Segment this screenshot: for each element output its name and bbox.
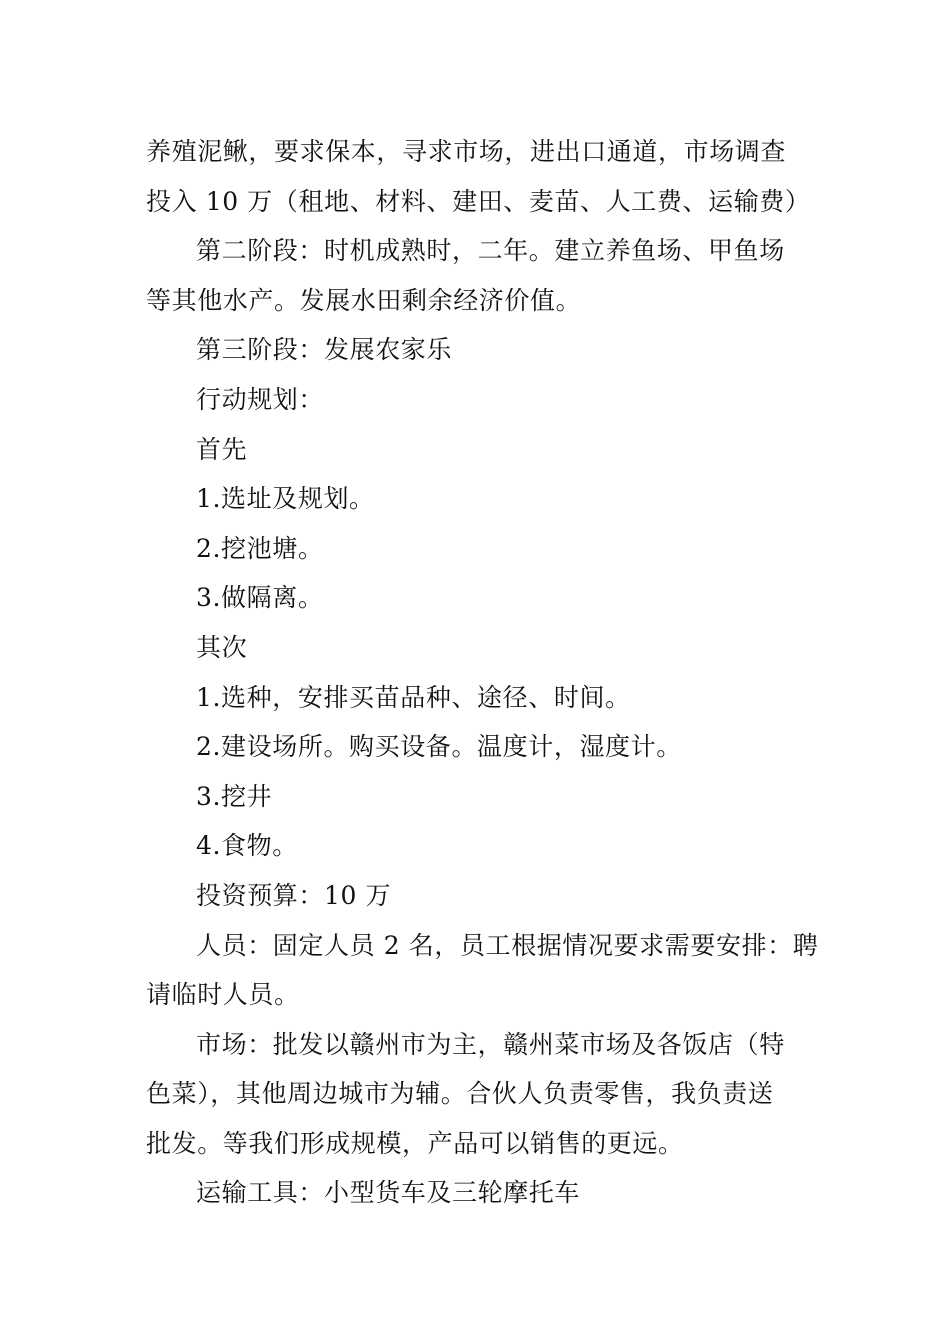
list-item: 3.做隔离。 (196, 583, 324, 613)
staffing-line-2: 请临时人员。 (146, 980, 300, 1010)
text-line-1: 养殖泥鳅，要求保本，寻求市场，进出口通道，市场调查 (146, 137, 787, 166)
subheading-second: 其次 (196, 632, 248, 662)
section-heading-action-plan: 行动规划： (196, 384, 325, 414)
list-item: 4.食物。 (196, 831, 298, 861)
list-item: 1.选种，安排买苗品种、途径、时间。 (196, 682, 631, 712)
staffing-line-1: 人员：固定人员 2 名，员工根据情况要求需要安排：聘 (196, 930, 819, 960)
text-line-4: 等其他水产。发展水田剩余经济价值。 (146, 285, 582, 315)
text-line-5: 第三阶段：发展农家乐 (196, 335, 453, 365)
list-item: 2.建设场所。购买设备。温度计，湿度计。 (196, 732, 682, 762)
market-line-2: 色菜），其他周边城市为辅。合伙人负责零售，我负责送 (146, 1079, 774, 1109)
transport-line: 运输工具：小型货车及三轮摩托车 (196, 1178, 581, 1208)
investment-budget-line: 投资预算：10 万 (196, 880, 392, 910)
list-item: 3.挖井 (196, 781, 273, 811)
market-line-1: 市场：批发以赣州市为主，赣州菜市场及各饭店（特 (196, 1029, 785, 1059)
list-item: 2.挖池塘。 (196, 533, 324, 563)
text-line-3: 第二阶段：时机成熟时，二年。建立养鱼场、甲鱼场 (196, 236, 785, 266)
market-line-3: 批发。等我们形成规模，产品可以销售的更远。 (146, 1128, 684, 1158)
document-body (146, 127, 819, 1218)
text-line-2: 投入 10 万（租地、材料、建田、麦苗、人工费、运输费） (146, 186, 811, 216)
subheading-first: 首先 (196, 434, 248, 464)
list-item: 1.选址及规划。 (196, 484, 375, 514)
